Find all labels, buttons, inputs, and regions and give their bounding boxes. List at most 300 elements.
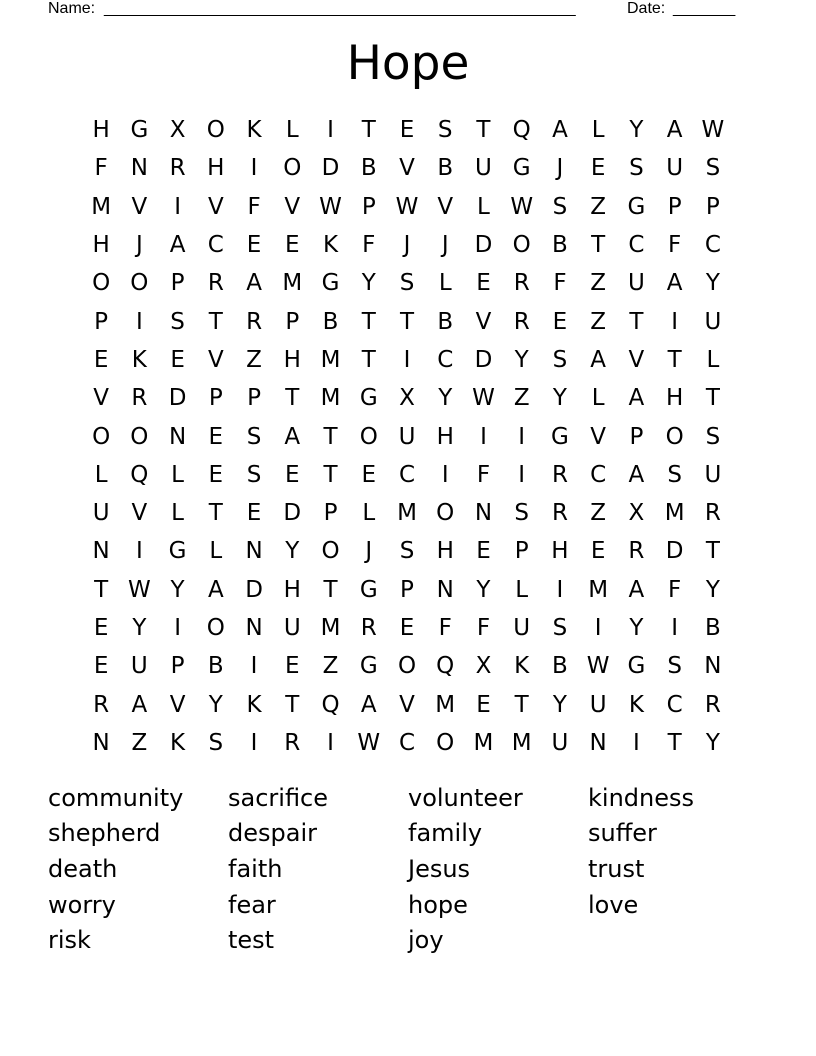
grid-letter: E: [246, 500, 262, 527]
grid-letter: I: [671, 308, 679, 335]
grid-letter: L: [591, 117, 605, 144]
grid-letter: T: [514, 691, 529, 718]
grid-letter: E: [590, 538, 606, 565]
grid-letter: A: [628, 461, 645, 488]
grid-row: [82, 149, 732, 187]
grid-letter: A: [628, 385, 645, 412]
grid-letter: E: [93, 615, 109, 641]
grid-letter: O: [206, 615, 225, 641]
grid-letter: C: [437, 346, 454, 373]
grid-letter: A: [131, 691, 148, 718]
grid-letter: F: [553, 270, 567, 297]
grid-letter: S: [246, 461, 262, 488]
grid-letter: A: [552, 117, 568, 144]
grid-letter: Y: [629, 615, 644, 641]
grid-letter: B: [207, 653, 224, 680]
grid-letter: J: [556, 155, 564, 182]
grid-letter: I: [556, 576, 564, 603]
grid-letter: T: [705, 538, 720, 565]
grid-letter: K: [170, 729, 186, 756]
grid-letter: A: [590, 346, 607, 373]
grid-letter: O: [436, 500, 455, 527]
grid-letter: B: [360, 155, 377, 182]
grid-letter: R: [551, 500, 568, 527]
grid-letter: A: [666, 117, 683, 144]
grid-letter: F: [94, 155, 108, 182]
grid-letter: S: [399, 538, 415, 565]
grid-letter: Y: [438, 385, 453, 412]
name-label: Name:: [48, 0, 96, 17]
grid-row: [82, 647, 732, 685]
grid-letter: R: [551, 461, 568, 488]
grid-letter: F: [476, 461, 491, 488]
grid-letter: R: [169, 155, 186, 182]
puzzle-title: Hope: [346, 36, 470, 91]
grid-letter: S: [552, 193, 568, 220]
word-list-item: joy: [408, 926, 444, 955]
grid-letter: V: [437, 193, 454, 220]
grid-letter: V: [590, 423, 607, 450]
grid-letter: O: [206, 117, 225, 144]
grid-letter: E: [590, 155, 606, 182]
grid-letter: V: [131, 193, 148, 220]
word-list-row: [48, 816, 788, 852]
grid-letter: T: [94, 576, 109, 603]
grid-letter: Y: [170, 576, 185, 603]
grid-letter: O: [321, 538, 340, 565]
grid-letter: O: [130, 270, 149, 297]
grid-letter: H: [436, 538, 454, 565]
grid-letter: W: [357, 729, 381, 756]
grid-letter: Y: [208, 691, 223, 718]
grid-letter: U: [398, 423, 416, 450]
grid-letter: S: [705, 155, 721, 182]
grid-letter: F: [438, 615, 452, 641]
grid-letter: M: [664, 500, 685, 527]
grid-letter: Q: [130, 461, 149, 488]
grid-letter: E: [476, 691, 491, 718]
grid-letter: Y: [705, 270, 720, 297]
word-list: [48, 780, 788, 958]
grid-letter: T: [323, 576, 338, 603]
grid-letter: O: [512, 232, 531, 259]
grid-letter: N: [436, 576, 454, 603]
grid-letter: G: [512, 155, 531, 182]
grid-letter: V: [93, 385, 109, 412]
grid-letter: R: [628, 538, 645, 565]
grid-letter: N: [168, 423, 187, 450]
grid-letter: E: [361, 461, 377, 488]
grid-letter: U: [551, 729, 569, 756]
grid-letter: S: [667, 653, 682, 680]
grid-letter: K: [246, 117, 262, 144]
grid-letter: Y: [285, 538, 300, 565]
grid-letter: S: [246, 423, 262, 450]
grid-letter: I: [135, 538, 143, 565]
grid-letter: P: [247, 385, 261, 412]
grid-letter: C: [207, 232, 224, 259]
grid-letter: V: [207, 346, 224, 373]
grid-row: [82, 724, 732, 762]
grid-letter: J: [365, 538, 373, 565]
grid-letter: G: [359, 576, 378, 603]
grid-row: [82, 494, 732, 532]
grid-letter: U: [475, 155, 492, 182]
grid-letter: U: [666, 155, 684, 182]
grid-letter: P: [170, 270, 185, 297]
grid-row: [82, 188, 732, 226]
word-list-row: [48, 887, 788, 923]
grid-letter: E: [399, 117, 415, 144]
grid-letter: W: [510, 193, 534, 220]
grid-letter: U: [130, 653, 148, 680]
grid-letter: Y: [552, 691, 567, 718]
grid-letter: S: [552, 346, 568, 373]
grid-letter: U: [92, 500, 110, 527]
grid-letter: T: [399, 308, 415, 335]
grid-letter: Z: [131, 729, 148, 756]
grid-letter: Q: [436, 653, 455, 680]
grid-row: [82, 379, 732, 417]
grid-letter: E: [476, 538, 491, 565]
grid-letter: E: [285, 232, 300, 259]
grid-letter: T: [361, 117, 376, 144]
grid-letter: Y: [514, 346, 529, 373]
worksheet-header: [48, 0, 748, 20]
grid-letter: M: [435, 691, 456, 718]
grid-letter: A: [207, 576, 224, 603]
grid-row: [82, 685, 732, 723]
grid-letter: S: [437, 117, 453, 144]
grid-letter: P: [514, 538, 529, 565]
grid-letter: V: [169, 691, 186, 718]
grid-letter: K: [514, 653, 530, 680]
grid-letter: T: [323, 423, 338, 450]
grid-letter: Z: [590, 308, 607, 335]
grid-letter: X: [475, 653, 492, 680]
grid-letter: T: [285, 691, 300, 718]
grid-letter: A: [360, 691, 377, 718]
grid-letter: O: [130, 423, 149, 450]
grid-letter: W: [701, 117, 725, 144]
grid-letter: Q: [321, 691, 340, 718]
grid-letter: S: [208, 729, 224, 756]
grid-letter: B: [552, 653, 568, 680]
name-blank-line: _____________________________________________________: [104, 0, 576, 17]
grid-letter: C: [398, 461, 416, 488]
grid-letter: Z: [246, 346, 262, 373]
grid-letter: L: [171, 500, 184, 527]
grid-letter: D: [245, 576, 263, 603]
word-list-item: family: [408, 819, 483, 848]
word-list-row: [48, 780, 788, 816]
grid-letter: E: [285, 653, 300, 680]
grid-letter: L: [477, 193, 490, 220]
grid-letter: L: [209, 538, 223, 565]
grid-row: [82, 456, 732, 494]
grid-letter: Z: [513, 385, 530, 412]
word-list-item: worry: [48, 890, 116, 919]
grid-letter: J: [441, 232, 449, 259]
grid-letter: D: [283, 500, 302, 527]
grid-letter: L: [591, 385, 605, 412]
grid-letter: E: [399, 615, 415, 641]
grid-letter: N: [92, 538, 110, 565]
grid-letter: P: [323, 500, 338, 527]
grid-letter: I: [174, 615, 181, 641]
grid-row: [82, 302, 732, 340]
grid-letter: I: [327, 729, 334, 756]
grid-letter: R: [513, 308, 530, 335]
grid-letter: X: [628, 500, 645, 527]
grid-letter: V: [131, 500, 148, 527]
word-list-item: test: [228, 926, 275, 955]
grid-letter: M: [320, 385, 341, 412]
word-list-item: faith: [228, 854, 283, 883]
grid-letter: W: [319, 193, 342, 220]
grid-letter: P: [629, 423, 644, 450]
date-label: Date:: [627, 0, 666, 17]
grid-letter: N: [704, 653, 722, 680]
grid-letter: W: [127, 576, 151, 603]
grid-letter: T: [361, 346, 376, 373]
grid-letter: I: [633, 729, 640, 756]
grid-letter: I: [250, 729, 258, 756]
grid-letter: L: [171, 461, 184, 488]
grid-letter: F: [668, 232, 682, 259]
grid-letter: G: [359, 385, 378, 412]
grid-letter: E: [285, 461, 300, 488]
grid-letter: Z: [590, 193, 607, 220]
grid-letter: X: [399, 385, 415, 412]
word-list-item: volunteer: [408, 783, 523, 812]
grid-letter: M: [588, 576, 609, 603]
grid-letter: J: [135, 232, 143, 259]
grid-row: [82, 226, 732, 264]
grid-letter: V: [475, 308, 492, 335]
word-list-item: sacrifice: [228, 783, 329, 812]
grid-letter: H: [207, 155, 225, 182]
grid-letter: W: [395, 193, 419, 220]
grid-row: [82, 264, 732, 302]
grid-letter: R: [93, 691, 110, 718]
grid-letter: C: [398, 729, 416, 756]
grid-letter: N: [245, 538, 263, 565]
grid-letter: E: [208, 461, 224, 488]
grid-letter: W: [472, 385, 495, 412]
grid-letter: Z: [590, 270, 607, 297]
grid-letter: Z: [322, 653, 339, 680]
grid-letter: H: [665, 385, 684, 412]
grid-letter: I: [671, 615, 679, 641]
grid-letter: K: [628, 691, 644, 718]
grid-row: [82, 571, 732, 609]
grid-row: [82, 532, 732, 570]
grid-letter: U: [589, 691, 607, 718]
grid-letter: H: [283, 346, 301, 373]
grid-letter: O: [92, 423, 111, 450]
grid-letter: E: [552, 308, 568, 335]
grid-letter: C: [590, 461, 607, 488]
grid-letter: C: [628, 232, 645, 259]
grid-letter: G: [627, 193, 646, 220]
grid-letter: M: [91, 193, 112, 220]
grid-letter: D: [168, 385, 187, 412]
grid-letter: M: [397, 500, 417, 527]
grid-letter: I: [480, 423, 487, 450]
grid-letter: T: [667, 729, 682, 756]
grid-letter: O: [359, 423, 378, 450]
grid-letter: I: [441, 461, 449, 488]
grid-letter: R: [704, 500, 721, 527]
grid-letter: S: [629, 155, 644, 182]
grid-letter: E: [170, 346, 185, 373]
grid-letter: G: [130, 117, 149, 144]
letter-grid: [82, 111, 732, 762]
grid-letter: V: [628, 346, 645, 373]
grid-letter: U: [627, 270, 645, 297]
grid-letter: F: [668, 576, 682, 603]
word-list-item: love: [588, 890, 639, 919]
grid-letter: I: [518, 461, 526, 488]
grid-letter: P: [400, 576, 414, 603]
grid-letter: A: [628, 576, 645, 603]
grid-letter: Y: [629, 117, 644, 144]
grid-letter: M: [320, 615, 341, 641]
grid-letter: U: [704, 308, 722, 335]
grid-letter: I: [403, 346, 411, 373]
grid-letter: E: [246, 232, 262, 259]
grid-letter: I: [327, 117, 334, 144]
grid-letter: E: [208, 423, 224, 450]
grid-letter: V: [399, 155, 415, 182]
grid-letter: Y: [705, 576, 720, 603]
grid-letter: M: [320, 346, 341, 373]
grid-letter: Y: [361, 270, 376, 297]
grid-letter: S: [667, 461, 682, 488]
grid-letter: V: [284, 193, 301, 220]
grid-letter: L: [438, 270, 452, 297]
grid-letter: T: [208, 500, 223, 527]
grid-letter: M: [473, 729, 494, 756]
grid-letter: N: [474, 500, 493, 527]
grid-letter: T: [476, 117, 491, 144]
grid-row: [82, 417, 732, 455]
grid-letter: N: [130, 155, 148, 182]
grid-letter: I: [174, 193, 181, 220]
grid-letter: R: [513, 270, 530, 297]
word-list-item: suffer: [588, 819, 657, 848]
grid-letter: B: [437, 155, 454, 182]
grid-letter: P: [705, 193, 720, 220]
grid-letter: M: [511, 729, 532, 756]
grid-letter: L: [94, 461, 108, 488]
grid-letter: I: [594, 615, 602, 641]
grid-letter: I: [250, 155, 258, 182]
grid-letter: P: [94, 308, 109, 335]
grid-letter: K: [131, 346, 147, 373]
word-list-item: death: [48, 854, 118, 883]
grid-letter: H: [283, 576, 301, 603]
grid-letter: N: [245, 615, 263, 641]
grid-letter: L: [362, 500, 376, 527]
word-list-row: [48, 851, 788, 887]
word-list-item: Jesus: [408, 854, 471, 883]
grid-letter: P: [170, 653, 185, 680]
grid-letter: B: [322, 308, 339, 335]
grid-letter: A: [284, 423, 301, 450]
grid-letter: H: [92, 232, 110, 259]
grid-letter: B: [704, 615, 721, 641]
grid-letter: H: [551, 538, 569, 565]
grid-letter: F: [362, 232, 376, 259]
grid-row: [82, 111, 732, 149]
grid-letter: A: [169, 232, 186, 259]
grid-letter: E: [93, 346, 109, 373]
grid-letter: L: [706, 346, 720, 373]
word-list-item: despair: [228, 819, 317, 848]
grid-letter: P: [361, 193, 376, 220]
grid-letter: O: [665, 423, 684, 450]
grid-letter: S: [705, 423, 721, 450]
grid-letter: P: [285, 308, 300, 335]
grid-letter: F: [247, 193, 261, 220]
grid-letter: T: [705, 385, 720, 412]
word-list-item: risk: [48, 926, 91, 955]
grid-letter: U: [283, 615, 301, 641]
grid-letter: Z: [590, 500, 607, 527]
grid-row: [82, 609, 732, 647]
grid-letter: T: [591, 232, 606, 259]
grid-letter: L: [515, 576, 529, 603]
grid-letter: E: [476, 270, 491, 297]
word-list-item: kindness: [588, 783, 694, 812]
grid-letter: Y: [476, 576, 491, 603]
grid-letter: K: [322, 232, 339, 259]
grid-letter: N: [92, 729, 110, 756]
grid-letter: R: [131, 385, 148, 412]
grid-letter: Y: [132, 615, 147, 641]
grid-letter: D: [474, 232, 493, 259]
grid-letter: T: [285, 385, 300, 412]
grid-letter: U: [704, 461, 722, 488]
grid-letter: T: [323, 461, 338, 488]
grid-letter: J: [403, 232, 411, 259]
date-blank-line: _______: [673, 0, 736, 17]
grid-letter: R: [360, 615, 377, 641]
grid-letter: T: [361, 308, 376, 335]
grid-letter: R: [246, 308, 263, 335]
grid-letter: T: [667, 346, 682, 373]
word-list-row: [48, 922, 788, 958]
grid-letter: S: [552, 615, 568, 641]
grid-letter: G: [627, 653, 646, 680]
grid-letter: O: [397, 653, 417, 680]
grid-letter: D: [474, 346, 493, 373]
grid-letter: W: [586, 653, 610, 680]
grid-letter: H: [436, 423, 454, 450]
grid-letter: B: [552, 232, 568, 259]
grid-letter: K: [246, 691, 262, 718]
grid-letter: N: [589, 729, 607, 756]
grid-letter: R: [284, 729, 301, 756]
word-list-item: fear: [228, 890, 276, 919]
word-list-item: trust: [588, 854, 645, 883]
grid-letter: O: [436, 729, 455, 756]
word-list-item: hope: [408, 890, 468, 919]
grid-letter: H: [92, 117, 110, 144]
grid-letter: F: [476, 615, 491, 641]
